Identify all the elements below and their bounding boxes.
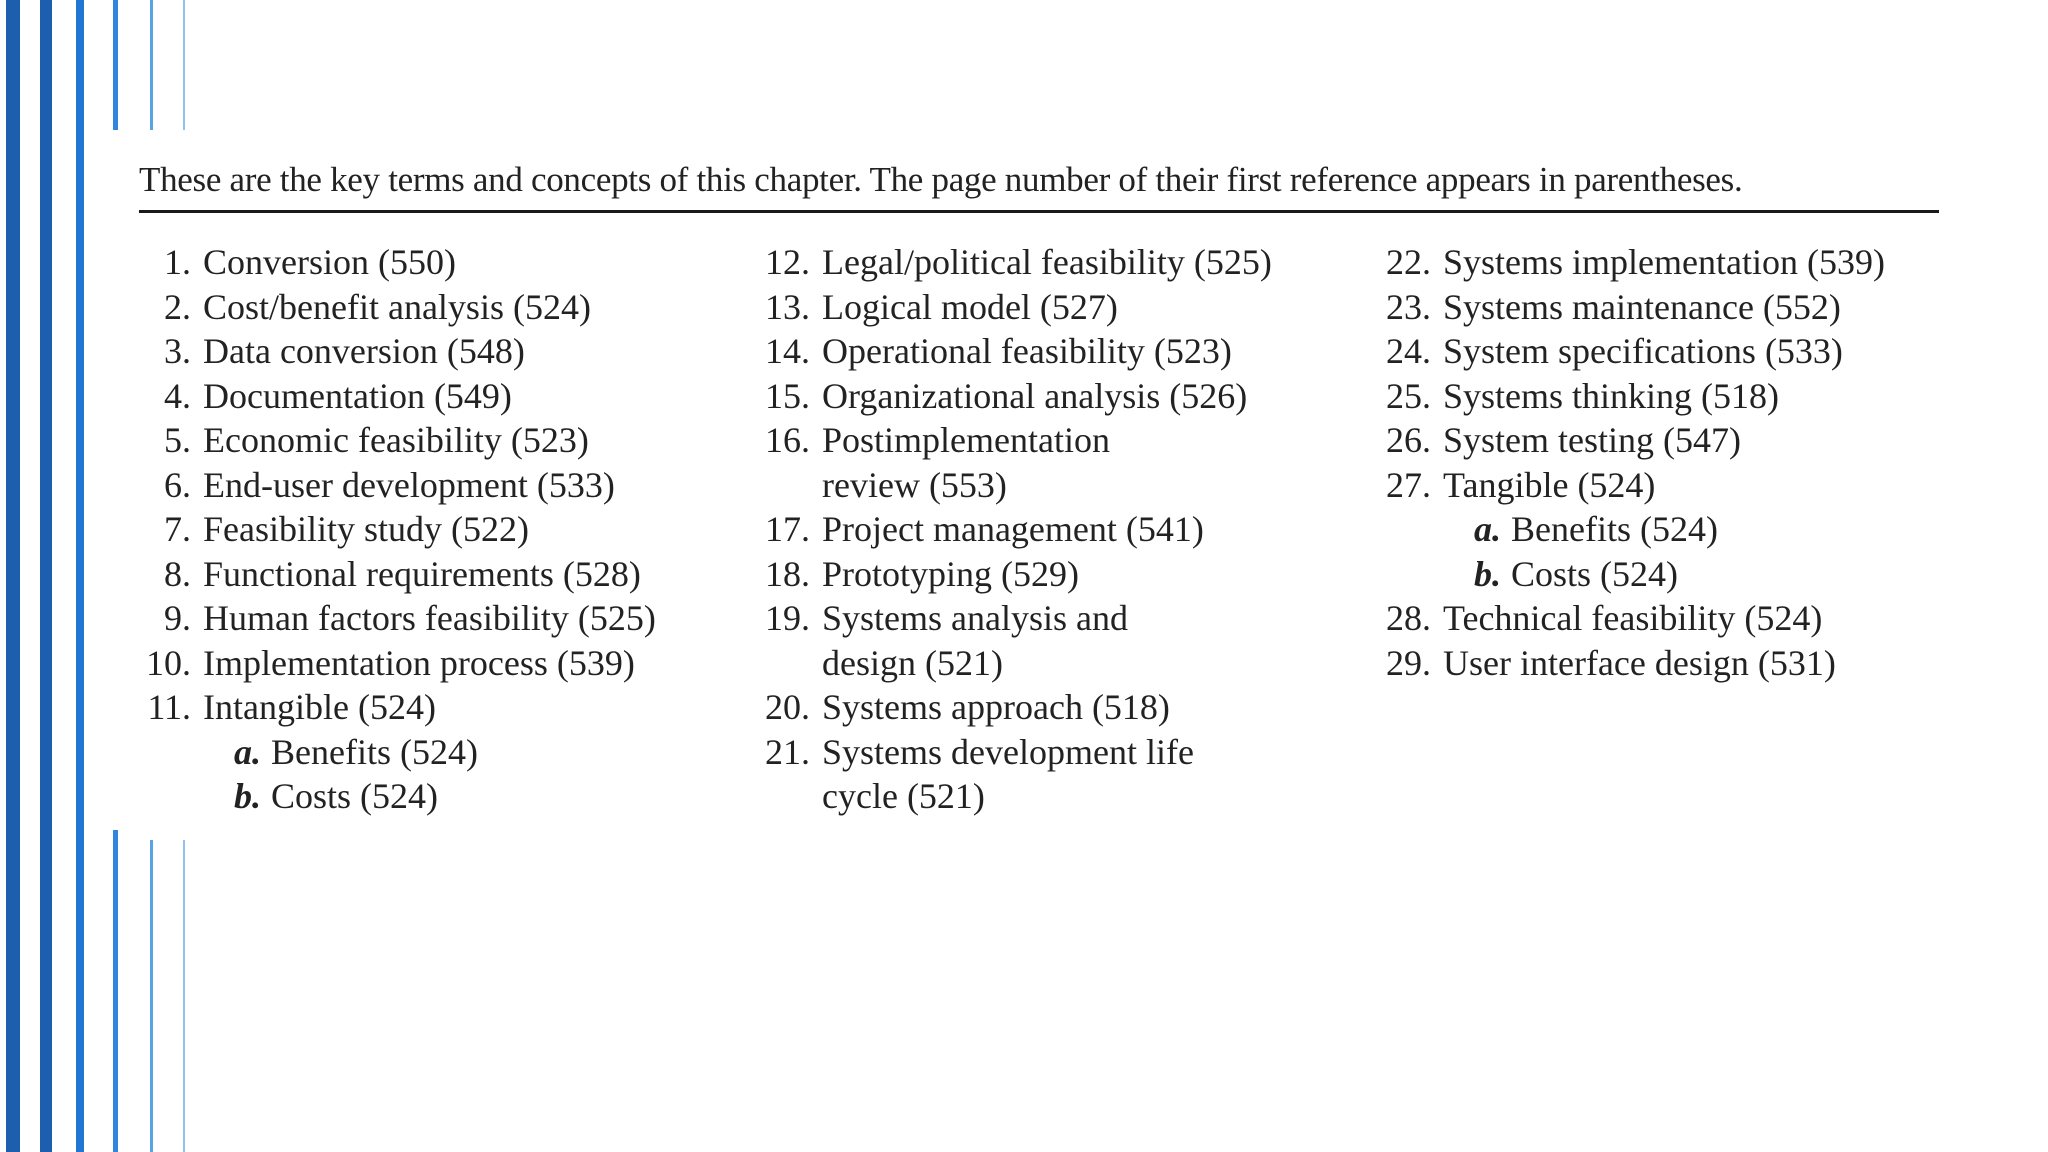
term-text: Conversion (550) [203, 242, 456, 282]
term-item [1379, 418, 1939, 463]
term-text: Operational feasibility (523) [822, 331, 1232, 371]
term-text: Tangible (524) [1443, 464, 1656, 505]
term-text: Feasibility study (522) [203, 509, 529, 549]
term-number: 20. [765, 687, 810, 727]
term-text: User interface design (531) [1443, 642, 1836, 683]
terms-column-2 [758, 240, 1358, 819]
term-text: Systems maintenance (552) [1443, 286, 1841, 327]
key-terms-panel [139, 140, 1939, 840]
term-number: 1. [164, 242, 191, 282]
term-item [1379, 463, 1939, 508]
decorative-stripe [40, 0, 52, 1152]
term-item [139, 596, 739, 641]
term-text: Implementation process (539) [203, 642, 635, 683]
term-item [139, 552, 739, 597]
subterm-text: Costs (524) [1511, 553, 1679, 594]
term-number: 22. [1386, 242, 1431, 282]
term-item [758, 507, 1358, 552]
term-number: 28. [1386, 598, 1431, 638]
term-text: Systems implementation (539) [1443, 242, 1885, 282]
term-item [1379, 596, 1939, 641]
term-number: 25. [1386, 375, 1431, 416]
term-number: 26. [1386, 420, 1431, 460]
term-number: 27. [1386, 464, 1431, 505]
decorative-stripe [76, 0, 84, 1152]
term-text: Project management (541) [822, 509, 1204, 549]
term-number: 17. [765, 509, 810, 549]
intro-text: These are the key terms and concepts of this chapter. The page number of their first reference appears in parentheses. [139, 160, 1743, 199]
term-number: 9. [164, 598, 191, 638]
terms-column-1 [139, 240, 739, 819]
term-text: Cost/benefit analysis (524) [203, 286, 591, 327]
term-text: Prototyping (529) [822, 553, 1079, 594]
term-number: 8. [164, 553, 191, 594]
subterm-item [139, 730, 739, 775]
term-item [758, 730, 1358, 819]
term-continuation: review (553) [822, 464, 1007, 505]
term-text: Systems thinking (518) [1443, 375, 1780, 416]
term-number: 29. [1386, 642, 1431, 683]
term-number: 2. [164, 286, 191, 327]
term-text: System specifications (533) [1443, 331, 1843, 371]
subterm-text: Benefits (524) [1511, 509, 1718, 549]
term-item [758, 596, 1358, 685]
term-item [1379, 285, 1939, 330]
term-number: 15. [765, 375, 810, 416]
term-text: Postimplementation [822, 420, 1110, 460]
term-text: Legal/political feasibility (525) [822, 242, 1272, 282]
term-text: Data conversion (548) [203, 331, 525, 371]
term-item [139, 240, 739, 285]
term-number: 23. [1386, 286, 1431, 327]
subterm-letter: a. [234, 731, 261, 772]
term-text: Intangible (524) [203, 687, 436, 727]
subterm-item [139, 774, 739, 819]
term-item [139, 641, 739, 686]
term-item [758, 374, 1358, 419]
subterm-letter: b. [234, 776, 261, 816]
term-text: Systems development life [822, 731, 1194, 772]
term-continuation: cycle (521) [822, 776, 985, 816]
term-number: 7. [164, 509, 191, 549]
term-item [139, 685, 739, 730]
term-number: 18. [765, 553, 810, 594]
term-number: 6. [164, 464, 191, 505]
term-number: 10. [146, 642, 191, 683]
term-text: Systems approach (518) [822, 687, 1170, 727]
term-text: End-user development (533) [203, 464, 615, 505]
term-number: 21. [765, 731, 810, 772]
term-item [1379, 374, 1939, 419]
term-text: Economic feasibility (523) [203, 420, 589, 460]
term-item [139, 463, 739, 508]
subterm-item [1379, 552, 1939, 597]
term-item [758, 285, 1358, 330]
term-text: Documentation (549) [203, 375, 512, 416]
term-number: 12. [765, 242, 810, 282]
term-number: 3. [164, 331, 191, 371]
term-number: 14. [765, 331, 810, 371]
term-item [758, 418, 1358, 507]
term-item [139, 285, 739, 330]
term-text: Functional requirements (528) [203, 553, 641, 594]
term-text: Organizational analysis (526) [822, 375, 1248, 416]
term-text: Technical feasibility (524) [1443, 598, 1823, 638]
subterm-letter: b. [1474, 553, 1501, 594]
intro-divider [139, 210, 1939, 213]
term-item [758, 552, 1358, 597]
term-continuation: design (521) [822, 642, 1003, 683]
term-item [1379, 329, 1939, 374]
subterm-item [1379, 507, 1939, 552]
term-item [758, 240, 1358, 285]
terms-column-3 [1379, 240, 1939, 685]
term-item [139, 507, 739, 552]
term-number: 4. [164, 375, 191, 416]
term-item [1379, 641, 1939, 686]
subterm-text: Costs (524) [271, 776, 439, 816]
term-number: 24. [1386, 331, 1431, 371]
term-number: 19. [765, 598, 810, 638]
term-number: 13. [765, 286, 810, 327]
term-item [139, 374, 739, 419]
term-number: 16. [765, 420, 810, 460]
term-item [758, 685, 1358, 730]
term-number: 5. [164, 420, 191, 460]
term-item [139, 418, 739, 463]
term-item [1379, 240, 1939, 285]
subterm-letter: a. [1474, 509, 1501, 549]
term-item [758, 329, 1358, 374]
term-text: Logical model (527) [822, 286, 1118, 327]
term-item [139, 329, 739, 374]
term-text: System testing (547) [1443, 420, 1741, 460]
subterm-text: Benefits (524) [271, 731, 478, 772]
term-text: Systems analysis and [822, 598, 1128, 638]
decorative-stripe [6, 0, 20, 1152]
term-number: 11. [147, 687, 191, 727]
term-text: Human factors feasibility (525) [203, 598, 656, 638]
